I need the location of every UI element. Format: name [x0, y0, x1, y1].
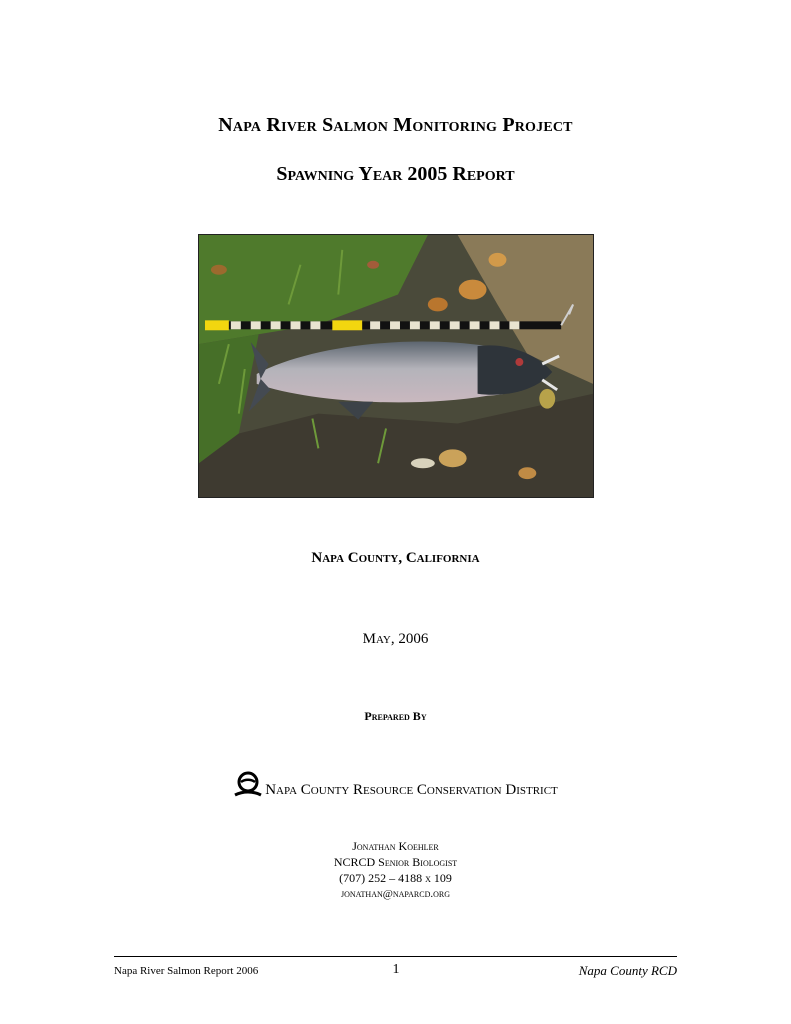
report-date: May, 2006 — [362, 631, 429, 647]
rcd-logo-icon — [233, 771, 263, 799]
contact-phone: (707) 252 – 4188 x 109 — [339, 871, 452, 885]
salmon-photo-illustration — [199, 235, 593, 497]
footer-report-name: Napa River Salmon Report 2006 — [114, 965, 259, 977]
organization-name: Napa County Resource Conservation District — [265, 782, 558, 798]
contact-name: Jonathan Koehler — [352, 839, 439, 853]
page-number: 1 — [392, 962, 400, 977]
organization-row — [0, 770, 791, 799]
report-subtitle: Spawning Year 2005 Report — [276, 163, 515, 185]
contact-email[interactable]: jonathan@naparcd.org — [340, 888, 451, 900]
footer-divider — [114, 956, 677, 957]
prepared-by-label: Prepared By — [364, 709, 427, 723]
report-title: Napa River Salmon Monitoring Project — [218, 114, 573, 136]
contact-title: NCRCD Senior Biologist — [333, 855, 458, 869]
cover-photo — [198, 234, 594, 498]
footer-organization: Napa County RCD — [578, 963, 677, 978]
report-location: Napa County, California — [311, 550, 480, 566]
contact-block — [0, 838, 791, 902]
